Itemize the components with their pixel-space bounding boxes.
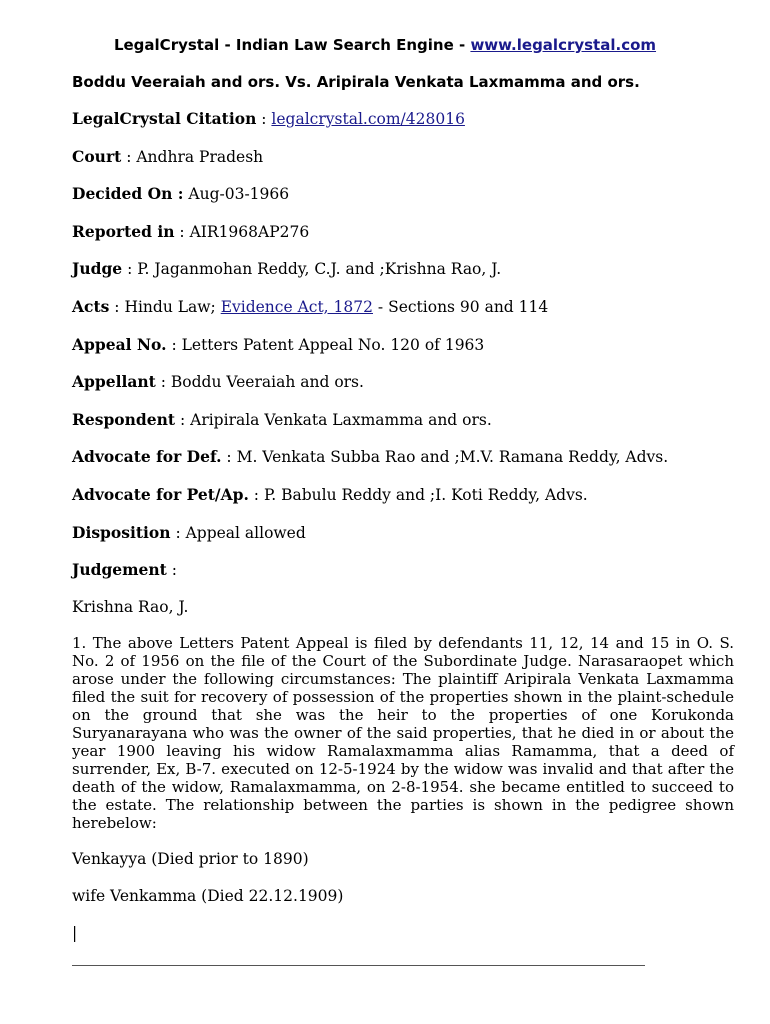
court-value: Andhra Pradesh bbox=[136, 147, 264, 166]
acts-suffix: - Sections 90 and 114 bbox=[372, 297, 549, 316]
judge-label: Judge bbox=[72, 259, 123, 279]
disposition-value: Appeal allowed bbox=[185, 523, 306, 542]
reported-in-value: AIR1968AP276 bbox=[189, 222, 310, 241]
respondent-row: Respondent : Aripirala Venkata Laxmamma and ors. bbox=[72, 409, 492, 429]
advocate-pet-row: Advocate for Pet/Ap. : P. Babulu Reddy and ;I. Koti Reddy, Advs. bbox=[72, 484, 588, 504]
advocate-def-row: Advocate for Def. : M. Venkata Subba Rao and ;M.V. Ramana Reddy, Advs. bbox=[72, 447, 669, 467]
judgement-label: Judgement bbox=[72, 560, 167, 580]
citation-link[interactable]: legalcrystal.com/428016 bbox=[271, 110, 465, 128]
judgement-row: Judgement : bbox=[72, 560, 177, 580]
advocate-def-label: Advocate for Def. bbox=[72, 447, 222, 467]
decided-on-row bbox=[72, 184, 734, 204]
case-title: Boddu Veeraiah and ors. Vs. Aripirala Venkata Laxmamma and ors. bbox=[72, 73, 640, 91]
pedigree-line-2: wife Venkamma (Died 22.12.1909) bbox=[72, 887, 344, 906]
pedigree-line-3: | bbox=[72, 924, 78, 943]
disposition-label: Disposition bbox=[72, 522, 171, 542]
advocate-pet-label: Advocate for Pet/Ap. bbox=[72, 484, 249, 504]
judgement-paragraph-1: 1. The above Letters Patent Appeal is filed by defendants 11, 12, 14 and 15 in O. S. No. 2 of 1956 on the file of the Court of the Subordinate Judge. Narasaraopet which arose under the following circumstances: The plaintiff Aripirala Venkata Laxmamma filed the suit for recovery of possession of the properties shown in the plaint-schedule on the ground that she was the heir to the properties of one Korukonda Suryanarayana who was the owner of the said properties, that he died in or about the year 1900 leaving his widow Ramalaxmamma alias Ramamma, that a deed of surrender, Ex, B-7. executed on 12-5-1924 by the widow was invalid and that after the death of the widow, Ramalaxmamma, on 2-8-1954. she became entitled to succeed to the estate. The relationship between the parties is shown in the pedigree shown herebelow: bbox=[72, 634, 734, 833]
advocate-def-value: M. Venkata Subba Rao and ;M.V. Ramana Reddy, Advs. bbox=[236, 448, 669, 467]
appellant-label: Appellant bbox=[72, 372, 156, 392]
appeal-no-row: Appeal No. : Letters Patent Appeal No. 120 of 1963 bbox=[72, 334, 485, 354]
appellant-value: Boddu Veeraiah and ors. bbox=[170, 373, 364, 392]
footer-divider bbox=[72, 965, 645, 966]
respondent-value: Aripirala Venkata Laxmamma and ors. bbox=[190, 410, 492, 429]
judge-row: Judge : P. Jaganmohan Reddy, C.J. and ;Krishna Rao, J. bbox=[72, 259, 502, 279]
court-label: Court bbox=[72, 146, 122, 166]
appeal-no-label: Appeal No. bbox=[72, 334, 167, 354]
appellant-row: Appellant : Boddu Veeraiah and ors. bbox=[72, 372, 364, 392]
acts-prefix: Hindu Law; bbox=[124, 297, 221, 316]
reported-in-label: Reported in bbox=[72, 221, 175, 241]
acts-row: Acts : Hindu Law; Evidence Act, 1872 - Sections 90 and 114 bbox=[72, 296, 549, 316]
site-link[interactable]: www.legalcrystal.com bbox=[470, 36, 657, 54]
decided-on-value: Aug-03-1966 bbox=[188, 185, 290, 204]
disposition-row: Disposition : Appeal allowed bbox=[72, 522, 306, 542]
court-row: Court : Andhra Pradesh bbox=[72, 146, 264, 166]
appeal-no-value: Letters Patent Appeal No. 120 of 1963 bbox=[181, 335, 485, 354]
respondent-label: Respondent bbox=[72, 409, 176, 429]
document-body bbox=[72, 73, 734, 961]
reported-in-row: Reported in : AIR1968AP276 bbox=[72, 221, 310, 241]
evidence-act-link[interactable]: Evidence Act, 1872 bbox=[220, 297, 373, 316]
acts-label: Acts bbox=[72, 296, 110, 316]
pedigree-line-1: Venkayya (Died prior to 1890) bbox=[72, 850, 309, 869]
page-header bbox=[0, 36, 770, 54]
judgement-author: Krishna Rao, J. bbox=[72, 597, 189, 616]
header-text: LegalCrystal - Indian Law Search Engine - bbox=[113, 36, 471, 54]
decided-on-label: Decided On : bbox=[72, 184, 184, 204]
citation-row: LegalCrystal Citation : legalcrystal.com/428016 bbox=[72, 109, 465, 128]
advocate-pet-value: P. Babulu Reddy and ;I. Koti Reddy, Advs. bbox=[263, 485, 588, 504]
judge-value: P. Jaganmohan Reddy, C.J. and ;Krishna Rao, J. bbox=[137, 260, 502, 279]
citation-label: LegalCrystal Citation bbox=[72, 109, 257, 128]
